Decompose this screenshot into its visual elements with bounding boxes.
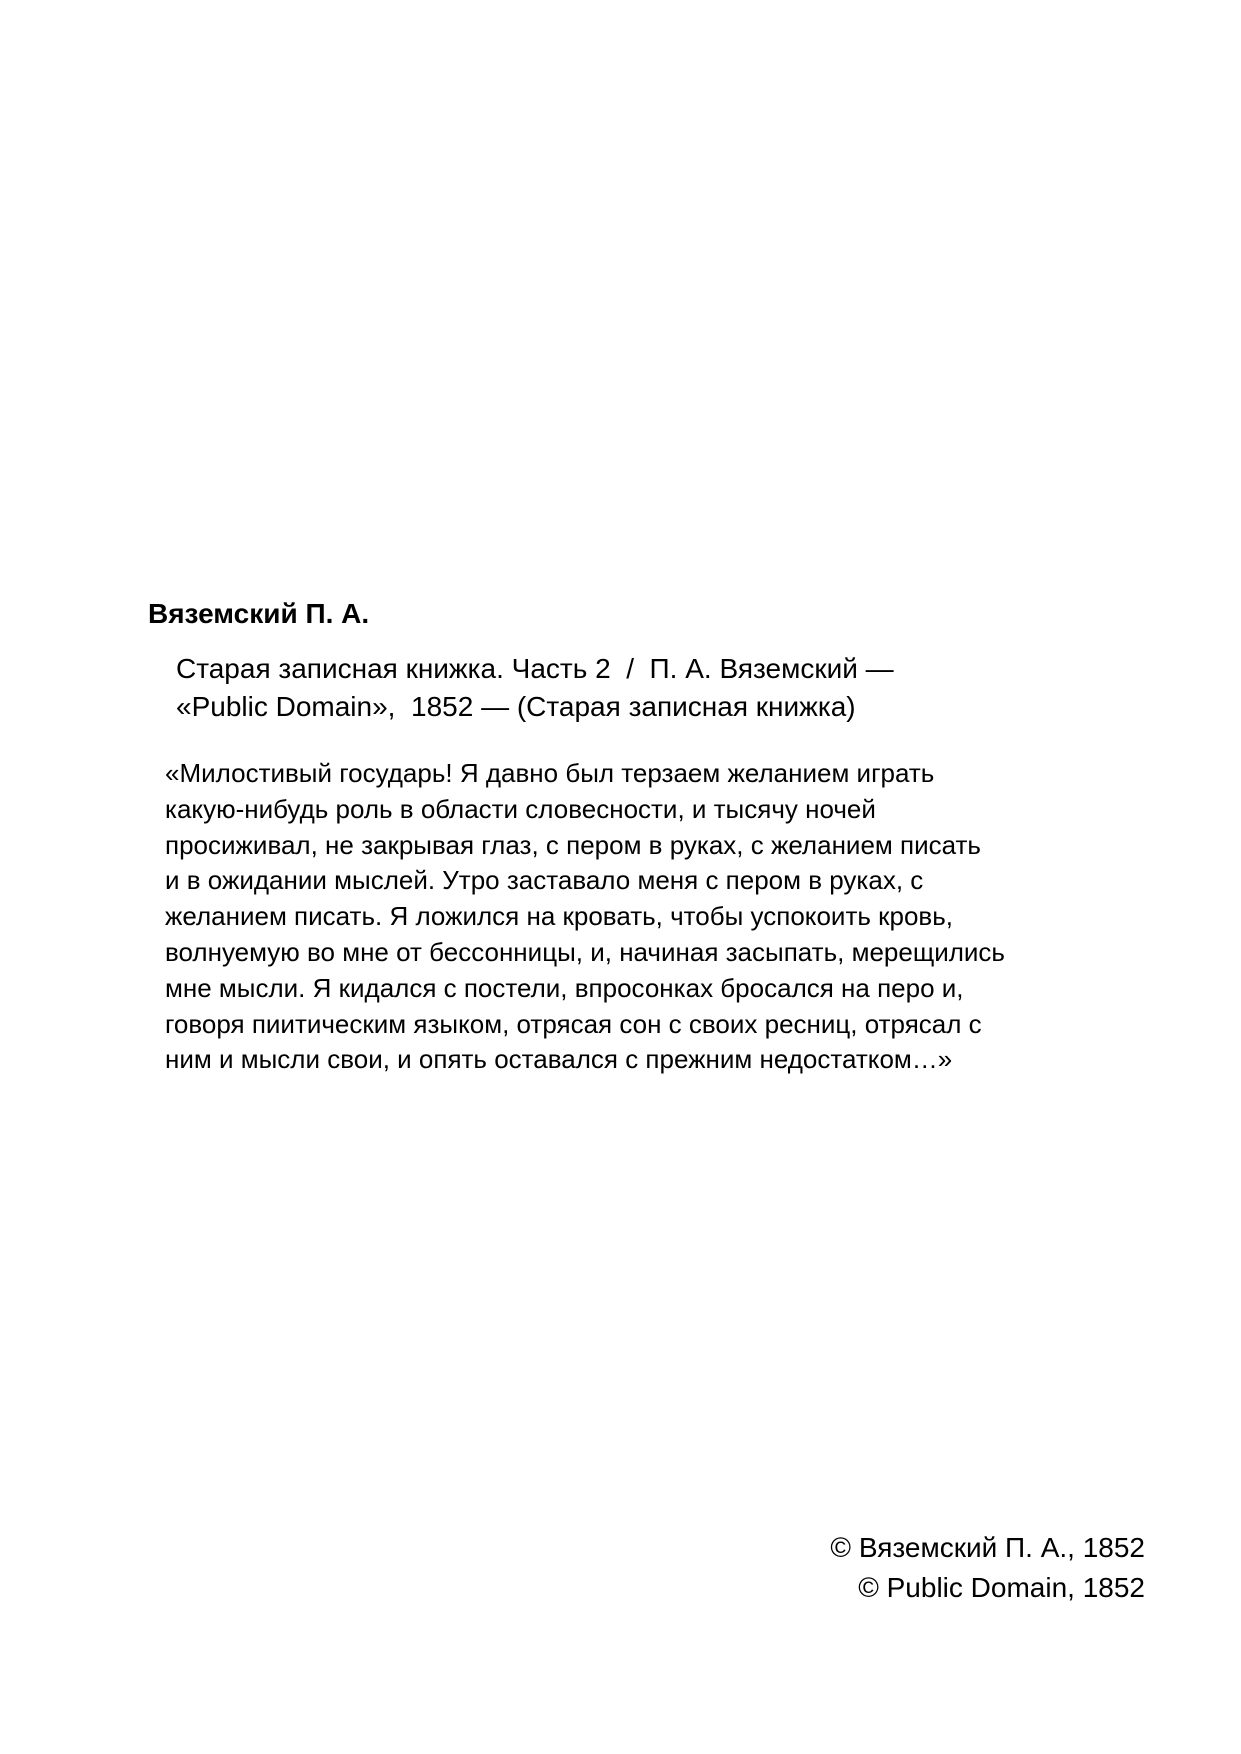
copyright-line: © Public Domain, 1852 — [858, 1572, 1145, 1603]
annotation-line: «Милостивый государь! Я давно был терзаем желанием играть — [165, 758, 935, 788]
annotation-line: волнуемую во мне от бессонницы, и, начиная засыпать, мерещились — [165, 936, 1005, 967]
author-heading: Вяземский П. А. — [148, 598, 370, 629]
annotation-line: желанием писать. Я ложился на кровать, чтобы успокоить кровь, — [165, 901, 953, 932]
annotation-line: и в ожидании мыслей. Утро заставало меня с пером в руках, с — [165, 865, 924, 896]
citation-line: «Public Domain», 1852 — (Старая записная книжка) — [176, 691, 856, 722]
citation-line: Старая записная книжка. Часть 2 / П. А. Вяземский — — [176, 653, 894, 684]
annotation-line: мне мысли. Я кидался с постели, впросонках бросался на перо и, — [165, 972, 964, 1003]
annotation-line: говоря пиитическим языком, отрясая сон с своих ресниц, отрясал с — [165, 1008, 982, 1039]
copyright-line: © Вяземский П. А., 1852 — [830, 1532, 1145, 1563]
bibliographic-citation — [176, 650, 894, 726]
annotation-line: какую-нибудь роль в области словесности, и тысячу ночей — [165, 793, 876, 824]
annotation-line: просиживал, не закрывая глаз, с пером в руках, с желанием писать — [165, 829, 981, 860]
annotation-line: ним и мысли свои, и опять оставался с прежним недостатком…» — [165, 1044, 953, 1075]
copyright-block — [830, 1528, 1145, 1608]
annotation-paragraph — [165, 756, 1005, 1078]
